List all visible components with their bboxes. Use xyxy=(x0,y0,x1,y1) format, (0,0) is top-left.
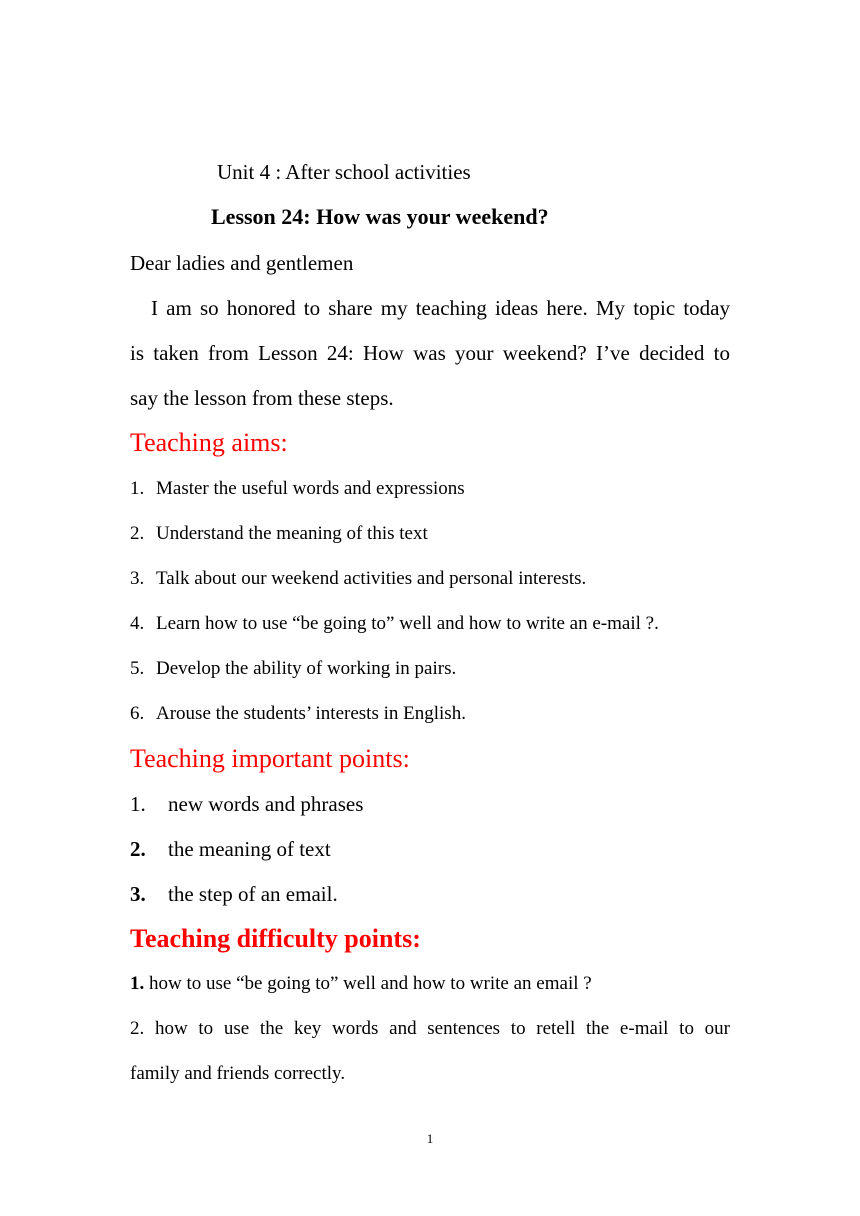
aim-number: 3. xyxy=(130,568,145,589)
difficulty-item-2-line-1: 2. how to use the key words and sentences to retell the e-mail to our xyxy=(130,1018,730,1039)
lesson-title: Lesson 24: How was your weekend? xyxy=(211,204,549,229)
aim-item xyxy=(130,614,730,633)
aim-text: Learn how to use “be going to” well and how to write an e-mail ?. xyxy=(156,613,659,634)
important-number: 2. xyxy=(130,837,146,861)
greeting: Dear ladies and gentlemen xyxy=(130,251,354,275)
important-item xyxy=(130,794,730,815)
important-text: new words and phrases xyxy=(168,792,364,816)
aim-item xyxy=(130,569,730,588)
intro-line-2: is taken from Lesson 24: How was your weekend? I’ve decided to xyxy=(130,341,730,365)
intro-line-1: I am so honored to share my teaching ideas here. My topic today xyxy=(151,296,730,320)
important-text: the step of an email. xyxy=(168,882,338,906)
difficulty-item-1 xyxy=(130,974,730,993)
important-number: 3. xyxy=(130,882,146,906)
important-number: 1. xyxy=(130,792,146,816)
important-item xyxy=(130,839,730,860)
unit-title: Unit 4 : After school activities xyxy=(217,160,471,184)
aim-text: Develop the ability of working in pairs. xyxy=(156,658,457,679)
difficulty-number: 1. xyxy=(130,973,145,994)
aim-item xyxy=(130,524,730,543)
aim-number: 2. xyxy=(130,523,145,544)
difficulty-text: how to use “be going to” well and how to write an email ? xyxy=(149,973,592,994)
important-text: the meaning of text xyxy=(168,837,331,861)
aim-text: Talk about our weekend activities and personal interests. xyxy=(156,568,587,589)
intro-line-3: say the lesson from these steps. xyxy=(130,386,394,410)
aim-number: 5. xyxy=(130,658,145,679)
aims-heading: Teaching aims: xyxy=(130,428,288,457)
aim-text: Master the useful words and expressions xyxy=(156,478,465,499)
aim-number: 4. xyxy=(130,613,145,634)
aim-item xyxy=(130,704,730,723)
difficulty-item-2-line-2: family and friends correctly. xyxy=(130,1063,346,1084)
important-heading: Teaching important points: xyxy=(130,744,410,773)
aim-number: 6. xyxy=(130,703,145,724)
aim-number: 1. xyxy=(130,478,145,499)
important-item xyxy=(130,884,730,905)
aim-text: Arouse the students’ interests in English. xyxy=(156,703,466,724)
aim-text: Understand the meaning of this text xyxy=(156,523,428,544)
aim-item xyxy=(130,659,730,678)
aim-item xyxy=(130,479,730,498)
page-number: 1 xyxy=(426,1131,434,1146)
difficulty-heading: Teaching difficulty points: xyxy=(130,924,421,953)
